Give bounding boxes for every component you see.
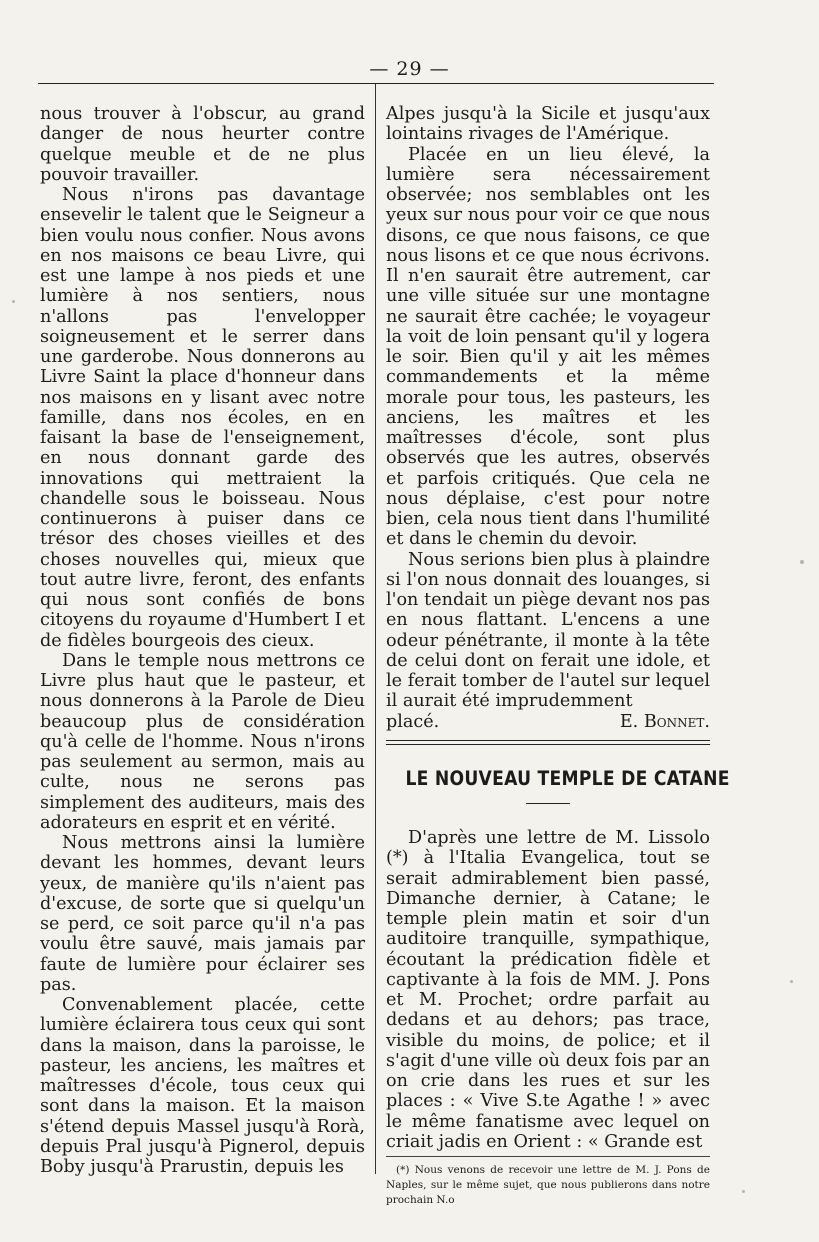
paragraph: D'après une lettre de M. Lissolo (*) à l'Italia Evangelica, tout se serait admirablement bien passé, Dimanche dernier, à Catane; le temple plein matin et soir d'un auditoire tranquille, sympathique, écoutant la prédication fidèle et captivante à la fois de MM. J. Pons et M. Prochet; ordre parfait au dedans et au dehors; pas trace, visible du moins, de police; et il s'agit d'une ville où deux fois par an on crie dans les rues et sur les places : « Vive S.te Agathe ! » avec le même fanatisme avec lequel on criait jadis en Orient : « Grande est xyxy=(386,828,710,1152)
title-underline xyxy=(526,803,570,804)
section-title: LE NOUVEAU TEMPLE DE CATANE xyxy=(405,766,730,790)
paragraph: Placée en un lieu élevé, la lumière sera nécessairement observée; nos semblables ont les yeux sur nous pour voir ce que nous disons, ce que nous faisons, ce que nous lisons et ce que nous écrivons. Il n'en saurait être autrement, car une ville située sur une montagne ne saurait être cachée; le voyageur la voit de loin pensant qu'il y logera le soir. Bien qu'il y ait les mêmes commandements et la même morale pour tous, les pasteurs, les anciens, les maîtres et les maîtresses d'école, sont plus observés que les autres, observés et parfois critiqués. Que cela ne nous déplaise, c'est pour notre bien, cela nous tient dans l'humilité et dans le chemin du devoir. xyxy=(386,144,710,550)
footnote xyxy=(386,1163,710,1208)
closing-word: placé. xyxy=(386,711,440,732)
paper-speck xyxy=(790,980,793,983)
signature-line xyxy=(386,712,710,732)
paragraph: Nous serions bien plus à plaindre si l'on nous donnait des louanges, si l'on tendait un piège devant nos pas en nous flattant. L'encens a une odeur pénétrante, il monte à la tête de celui dont on ferait une idole, et le ferait tomber de l'autel sur lequel il aurait été imprudemment xyxy=(386,549,710,712)
paragraph: Convenablement placée, cette lumière éclairera tous ceux qui sont dans la maison, dans la paroisse, le pasteur, les anciens, les maîtres et maîtresses d'école, tous ceux qui sont dans la maison. Et la maison s'étend depuis Massel jusqu'à Rorà, depuis Pral jusqu'à Pignerol, depuis Boby jusqu'à Prarustin, depuis les xyxy=(40,995,365,1177)
paragraph: Alpes jusqu'à la Sicile et jusqu'aux lointains rivages de l'Amérique. xyxy=(386,104,710,145)
right-column xyxy=(386,104,730,1208)
left-column xyxy=(40,104,365,1177)
article-body xyxy=(386,828,710,1152)
paper-speck xyxy=(742,1190,745,1193)
author-signature: E. Bonnet. xyxy=(619,711,710,732)
paragraph: Nous mettrons ainsi la lumière devant les hommes, devant leurs yeux, de manière qu'ils n'aient pas d'excuse, de sorte que si quelqu'un se perd, ce soit parce qu'il n'a pas voulu être sauvé, mais jamais par faute de lumière pour éclairer ses pas. xyxy=(40,833,365,995)
paragraph: Nous n'irons pas davantage ensevelir le talent que le Seigneur a bien voulu nous confier. Nous avons en nos maisons ce beau Livre, qui est une lampe à nos pieds et une lumière à nos sentiers, nous n'allons pas l'envelopper soigneusement et le serrer dans une garderobe. Nous donnerons au Livre Saint la place d'honneur dans nos maisons en y lisant avec notre famille, dans nos écoles, en en faisant la base de l'enseignement, en nous donnant garde des innovations qui mettraient la chandelle sous le boisseau. Nous continuerons à puiser dans ce trésor des choses vieilles et des choses nouvelles qui, mieux que tout autre livre, feront, des enfants qui nous sont confiés de bons citoyens du royaume d'Humbert I et de fidèles bourgeois des cieux. xyxy=(40,185,365,651)
footnote-text: (*) Nous venons de recevoir une lettre de M. J. Pons de Naples, sur le même sujet, que nous publierons dans notre prochain N.o xyxy=(386,1164,710,1206)
paragraph: nous trouver à l'obscur, au grand danger de nous heurter contre quelque meuble et de ne plus pouvoir travailler. xyxy=(40,104,365,185)
paper-speck xyxy=(800,560,804,564)
page-number: — 29 — xyxy=(369,58,450,80)
paper-speck xyxy=(12,300,15,303)
section-separator xyxy=(386,740,710,745)
footnote-rule xyxy=(386,1156,710,1157)
column-divider xyxy=(375,84,376,1174)
header-rule xyxy=(38,83,714,84)
paragraph: Dans le temple nous mettrons ce Livre plus haut que le pasteur, et nous donnerons à la Parole de Dieu beaucoup plus de considération qu'à celle de l'homme. Nous n'irons pas seulement au sermon, mais au culte, nous ne serons pas simplement des auditeurs, mais des adorateurs en esprit et en vérité. xyxy=(40,650,365,833)
